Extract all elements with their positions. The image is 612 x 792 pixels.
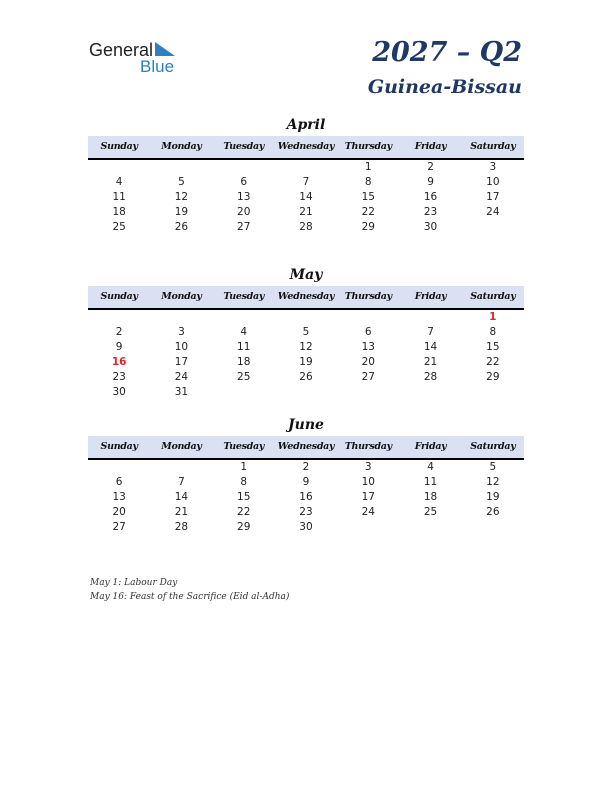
day-cell: 30 (112, 386, 126, 398)
empty-day-cell (150, 160, 212, 175)
weekday-label: Tuesday (223, 441, 265, 452)
week-row (88, 160, 524, 175)
day-cell: 29 (237, 521, 251, 533)
day-cell: 25 (112, 221, 126, 233)
empty-day-cell (462, 385, 524, 400)
empty-day-cell (399, 310, 461, 325)
day-cell: 21 (299, 206, 313, 218)
day-cell: 21 (174, 506, 189, 518)
month-grid (88, 310, 524, 400)
holiday-notes (90, 576, 289, 604)
day-cell: 15 (237, 491, 251, 503)
weekday-label: Friday (414, 441, 447, 452)
day-cell: 18 (237, 356, 251, 368)
day-cell: 7 (427, 326, 434, 338)
week-row (88, 220, 524, 235)
day-cell: 23 (423, 206, 438, 218)
day-cell: 12 (299, 341, 313, 353)
week-row (88, 205, 524, 220)
day-cell: 1 (364, 161, 372, 173)
day-cell: 22 (237, 506, 251, 518)
day-cell: 8 (364, 176, 372, 188)
day-cell: 24 (174, 371, 189, 383)
day-cell: 4 (115, 176, 123, 188)
month-may (88, 265, 524, 400)
week-row (88, 460, 524, 475)
day-cell: 10 (486, 176, 500, 188)
day-cell: 7 (302, 176, 310, 188)
week-row (88, 190, 524, 205)
empty-day-cell (88, 460, 150, 475)
day-cell: 2 (427, 161, 434, 173)
week-row (88, 175, 524, 190)
day-cell: 8 (240, 476, 248, 488)
week-row (88, 475, 524, 490)
day-cell: 6 (115, 476, 123, 488)
empty-day-cell (88, 160, 150, 175)
empty-day-cell (399, 520, 461, 535)
day-cell: 3 (364, 461, 372, 473)
day-cell: 30 (423, 221, 438, 233)
day-cell: 20 (237, 206, 251, 218)
day-cell: 4 (240, 326, 248, 338)
weekday-label: Monday (161, 291, 202, 302)
day-cell: 2 (115, 326, 123, 338)
week-row (88, 505, 524, 520)
empty-day-cell (462, 220, 524, 235)
weekday-header (88, 136, 524, 160)
day-cell: 22 (361, 206, 375, 218)
day-cell: 20 (112, 506, 126, 518)
day-cell: 20 (361, 356, 375, 368)
quarter-title: 2027 – Q2 (372, 37, 522, 68)
weekday-label: Wednesday (277, 441, 335, 452)
day-cell: 23 (299, 506, 313, 518)
week-row (88, 325, 524, 340)
day-cell: 27 (361, 371, 375, 383)
weekday-label: Wednesday (277, 141, 335, 152)
day-cell: 12 (486, 476, 500, 488)
empty-day-cell (88, 310, 150, 325)
logo-triangle-icon (155, 42, 177, 58)
empty-day-cell (337, 385, 399, 400)
day-cell: 15 (486, 341, 500, 353)
week-row (88, 520, 524, 535)
day-cell: 26 (486, 506, 500, 518)
month-title: April (286, 117, 326, 133)
weekday-label: Tuesday (223, 291, 265, 302)
week-row (88, 490, 524, 505)
day-cell: 5 (178, 176, 185, 188)
weekday-label: Friday (414, 141, 447, 152)
week-row (88, 355, 524, 370)
day-cell: 28 (423, 371, 438, 383)
day-cell: 27 (237, 221, 251, 233)
day-cell: 10 (361, 476, 375, 488)
weekday-label: Monday (161, 141, 202, 152)
day-cell: 11 (237, 341, 251, 353)
country-name: Guinea-Bissau (367, 76, 522, 98)
day-cell: 9 (115, 341, 123, 353)
weekday-header (88, 436, 524, 460)
day-cell: 15 (361, 191, 375, 203)
day-cell: 6 (240, 176, 248, 188)
day-cell: 11 (423, 476, 438, 488)
weekday-label: Thursday (344, 141, 392, 152)
logo-word-blue: Blue (140, 57, 175, 76)
day-cell: 11 (112, 191, 126, 203)
day-cell: 30 (299, 521, 313, 533)
month-title: June (288, 417, 324, 433)
weekday-label: Saturday (470, 141, 516, 152)
day-cell: 24 (486, 206, 500, 218)
day-cell: 23 (112, 371, 126, 383)
day-cell: 3 (489, 161, 497, 173)
day-cell: 18 (112, 206, 126, 218)
day-cell: 17 (361, 491, 375, 503)
empty-day-cell (213, 310, 275, 325)
day-cell: 14 (423, 341, 438, 353)
day-cell: 22 (486, 356, 500, 368)
day-cell: 17 (486, 191, 500, 203)
month-june (88, 415, 524, 535)
day-cell: 21 (423, 356, 438, 368)
day-cell: 16 (299, 491, 313, 503)
weekday-label: Sunday (100, 141, 138, 152)
day-cell: 1 (240, 461, 248, 473)
day-cell: 28 (299, 221, 313, 233)
weekday-label: Sunday (100, 291, 138, 302)
weekday-header (88, 286, 524, 310)
empty-day-cell (213, 385, 275, 400)
holiday-day-cell: 1 (489, 311, 497, 323)
month-april (88, 115, 524, 235)
holiday-note: May 16: Feast of the Sacrifice (Eid al-Adha) (90, 592, 290, 602)
day-cell: 12 (174, 191, 189, 203)
weekday-label: Tuesday (223, 141, 265, 152)
empty-day-cell (275, 385, 337, 400)
week-row (88, 370, 524, 385)
empty-day-cell (337, 520, 399, 535)
logo-word-general: General (89, 40, 154, 60)
day-cell: 25 (423, 506, 438, 518)
weekday-label: Sunday (100, 441, 138, 452)
day-cell: 29 (361, 221, 375, 233)
month-grid (88, 460, 524, 535)
day-cell: 4 (427, 461, 434, 473)
day-cell: 19 (174, 206, 189, 218)
empty-day-cell (150, 460, 212, 475)
day-cell: 5 (489, 461, 497, 473)
day-cell: 31 (174, 386, 189, 398)
empty-day-cell (150, 310, 212, 325)
day-cell: 25 (237, 371, 251, 383)
day-cell: 18 (423, 491, 438, 503)
weekday-label: Thursday (344, 441, 392, 452)
day-cell: 2 (302, 461, 310, 473)
week-row (88, 385, 524, 400)
weekday-label: Thursday (344, 291, 392, 302)
empty-day-cell (337, 310, 399, 325)
day-cell: 29 (486, 371, 500, 383)
day-cell: 17 (174, 356, 189, 368)
week-row (88, 340, 524, 355)
weekday-label: Saturday (470, 441, 516, 452)
weekday-label: Friday (414, 291, 447, 302)
day-cell: 8 (489, 326, 497, 338)
day-cell: 19 (486, 491, 500, 503)
day-cell: 26 (174, 221, 189, 233)
week-row (88, 310, 524, 325)
day-cell: 5 (302, 326, 310, 338)
day-cell: 7 (178, 476, 185, 488)
day-cell: 27 (112, 521, 126, 533)
day-cell: 10 (174, 341, 189, 353)
empty-day-cell (462, 520, 524, 535)
month-grid (88, 160, 524, 235)
holiday-day-cell: 16 (111, 356, 127, 368)
empty-day-cell (213, 160, 275, 175)
day-cell: 16 (423, 191, 438, 203)
page-header (368, 36, 522, 100)
day-cell: 13 (361, 341, 375, 353)
day-cell: 28 (174, 521, 189, 533)
day-cell: 13 (112, 491, 126, 503)
day-cell: 19 (299, 356, 313, 368)
day-cell: 9 (302, 476, 310, 488)
generalblue-logo (89, 40, 199, 76)
empty-day-cell (399, 385, 461, 400)
empty-day-cell (275, 160, 337, 175)
empty-day-cell (275, 310, 337, 325)
day-cell: 3 (178, 326, 185, 338)
holiday-note: May 1: Labour Day (90, 578, 178, 588)
weekday-label: Saturday (470, 291, 516, 302)
weekday-label: Wednesday (277, 291, 335, 302)
weekday-label: Monday (161, 441, 202, 452)
day-cell: 6 (364, 326, 372, 338)
day-cell: 26 (299, 371, 313, 383)
day-cell: 9 (427, 176, 434, 188)
day-cell: 14 (299, 191, 313, 203)
day-cell: 14 (174, 491, 189, 503)
day-cell: 13 (237, 191, 251, 203)
month-title: May (289, 267, 323, 283)
day-cell: 24 (361, 506, 375, 518)
